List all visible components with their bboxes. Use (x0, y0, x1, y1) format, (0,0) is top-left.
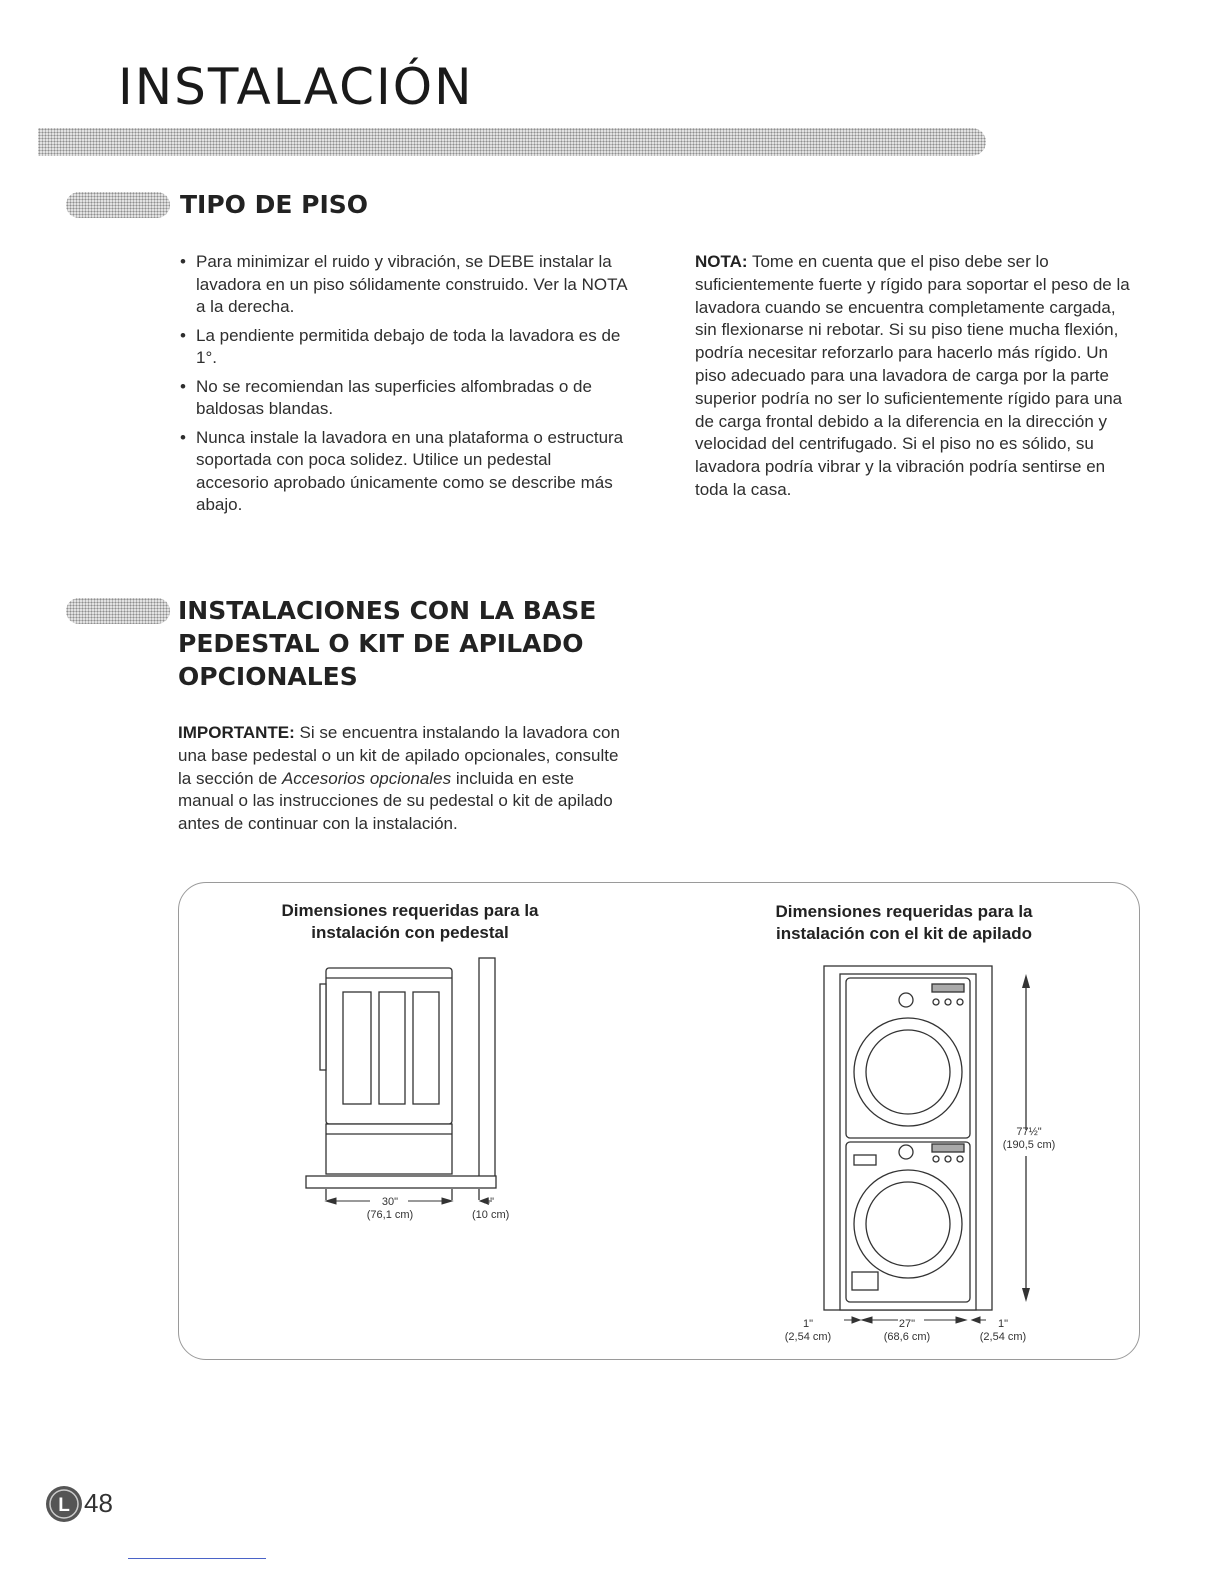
stacking-right-gap-label (968, 1318, 1038, 1344)
caption-line: instalación con pedestal (311, 923, 509, 942)
important-text: incluida en este manual o las instrucciones de su pedestal o kit de apilado antes de continuar con la instalación. (178, 768, 613, 834)
important-note (178, 722, 623, 836)
heading-line: PEDESTAL O KIT DE APILADO (178, 629, 584, 658)
dimension-inches: 77½" (1016, 1126, 1042, 1138)
dimension-cm: (76,1 cm) (366, 1209, 414, 1221)
pedestal-diagram (300, 950, 510, 1200)
pedestal-drawer (326, 1124, 452, 1174)
caption-line: Dimensiones requeridas para la (281, 901, 539, 920)
title-rule (38, 128, 986, 156)
wall-shape (479, 958, 495, 1184)
dimension-cm: (2,54 cm) (979, 1331, 1027, 1343)
important-label: IMPORTANTE: (178, 723, 295, 742)
section-heading-floor-type: TIPO DE PISO (180, 190, 369, 219)
stacking-height-label (992, 1126, 1066, 1152)
list-item: • La pendiente permitida debajo de toda la lavadora es de 1°. (178, 325, 628, 370)
panel-slot (343, 992, 371, 1104)
note-text: Tome en cuenta que el piso debe ser lo suficientemente fuerte y rígido para soportar el peso de la lavadora cuando se encuentra completamente cargada, sin flexionarse ni rebotar. Si su piso tiene mucha flexión, podría necesitar reforzarlo para hacerlo más rígido. Un piso adecuado para una lavadora de carga por la parte superior podría no ser lo suficientemente rígido para una de carga frontal debido a la diferencia en la dirección y velocidad del centrifugado. Si el piso no es sólido, su lavadora podría vibrar y la vibración podría sentirse en toda la casa. (695, 252, 1130, 499)
important-reference: Accesorios opcionales (281, 768, 452, 788)
section-tab-decoration (66, 192, 170, 218)
list-item: • Nunca instale la lavadora en una plataforma o estructura soportada con poca solidez. Utilice un pedestal accesorio aprobado únicamente como se describe más abajo. (178, 427, 628, 517)
dimension-cm: (68,6 cm) (883, 1331, 931, 1343)
dimension-cm: (190,5 cm) (1002, 1139, 1056, 1151)
page-title: INSTALACIÓN (118, 58, 474, 116)
footer-rule (128, 1558, 266, 1559)
dimension-inches: 1" (997, 1318, 1009, 1330)
pedestal-width-label (350, 1196, 430, 1222)
floor-note (695, 251, 1140, 502)
caption-line: Dimensiones requeridas para la (775, 902, 1033, 921)
caption-line: instalación con el kit de apilado (775, 924, 1032, 943)
heading-line: INSTALACIONES CON LA BASE (178, 596, 597, 625)
panel-slot (379, 992, 405, 1104)
logo-letter: L (58, 1495, 70, 1516)
page-number: 48 (84, 1488, 113, 1518)
dimension-inches: 1" (802, 1318, 814, 1330)
floor-slab (306, 1176, 496, 1188)
dimension-cm: (10 cm) (472, 1209, 510, 1221)
dimension-inches: 4" (484, 1196, 495, 1208)
note-label: NOTA: (695, 252, 748, 271)
pedestal-diagram-caption (240, 900, 580, 944)
important-text: Si se encuentra instalando la lavadora con una base pedestal o un kit de apilado opcionales, consulte la sección de (178, 723, 620, 788)
stacking-left-gap-label (776, 1318, 840, 1344)
list-item: • Para minimizar el ruido y vibración, se DEBE instalar la lavadora en un piso sólidamente construido. Ver la NOTA a la derecha. (178, 251, 628, 319)
section-heading-pedestal (178, 594, 596, 693)
heading-line: OPCIONALES (178, 662, 358, 691)
lg-logo-icon (44, 1484, 84, 1524)
floor-bullet-list (178, 251, 628, 523)
pedestal-gap-label (472, 1196, 532, 1222)
dimension-inches: 27" (898, 1318, 916, 1330)
section-tab-decoration (66, 598, 170, 624)
dimension-inches: 30" (381, 1196, 399, 1208)
list-item: • No se recomiendan las superficies alfombradas o de baldosas blandas. (178, 376, 628, 421)
dimension-cm: (2,54 cm) (784, 1331, 832, 1343)
stacking-diagram-caption (724, 901, 1084, 945)
stacking-width-label (872, 1318, 942, 1344)
panel-slot (413, 992, 439, 1104)
